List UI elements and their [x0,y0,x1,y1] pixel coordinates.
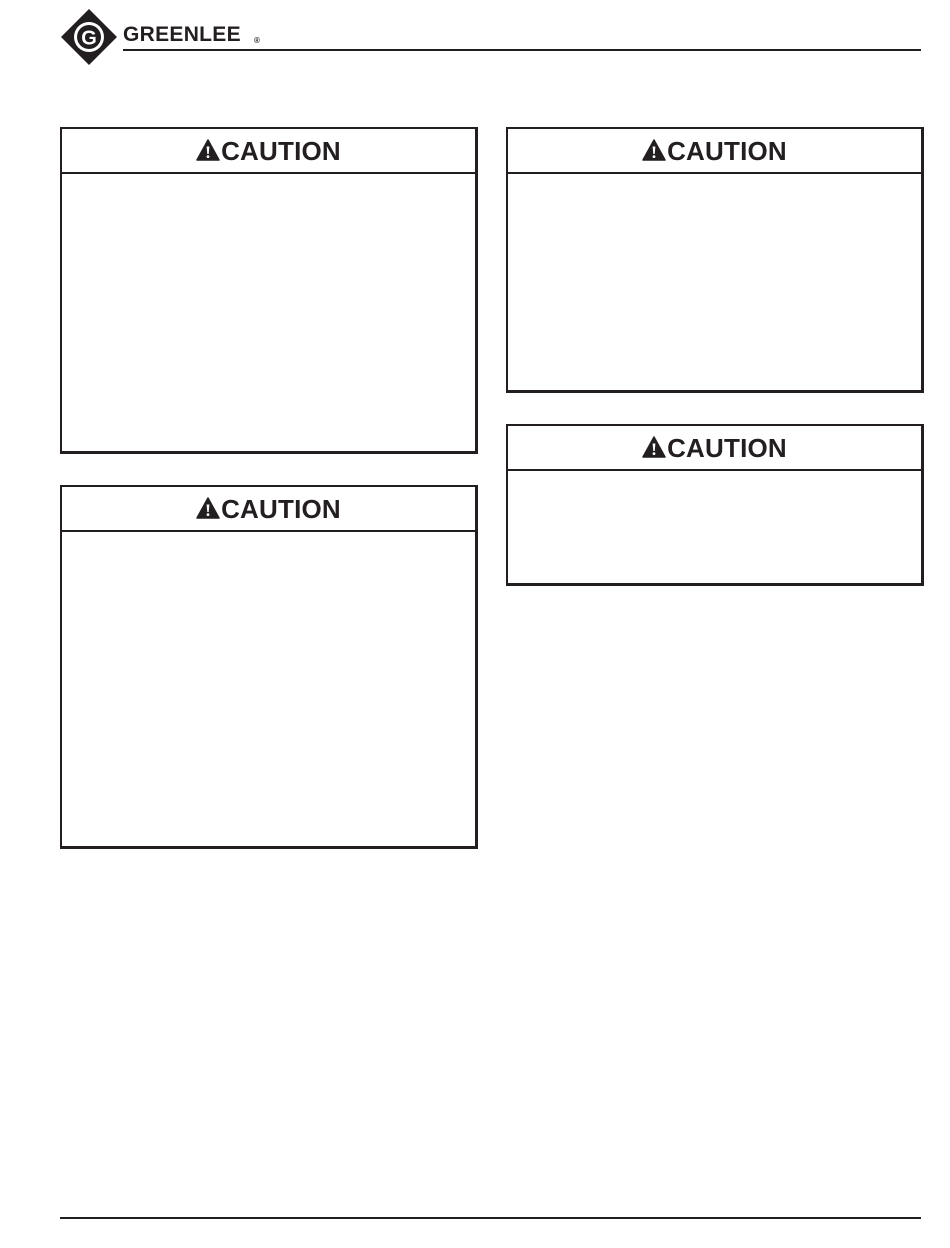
logo-letter: G [81,27,97,50]
warning-triangle-icon [642,139,666,161]
caution-header [62,129,475,174]
caution-title: CAUTION [221,493,341,524]
caution-title: CAUTION [221,135,341,166]
greenlee-logo-icon [60,8,118,66]
caution-title: CAUTION [667,135,787,166]
caution-box-2 [60,485,478,849]
caution-header [508,129,921,174]
footer-divider [60,1217,921,1219]
caution-header [62,487,475,532]
warning-triangle-icon [642,436,666,458]
caution-box-3 [506,127,924,393]
registered-mark: ® [254,36,260,45]
caution-box-1 [60,127,478,454]
brand-name: GREENLEE [123,23,241,46]
caution-title: CAUTION [667,432,787,463]
page-header [0,0,950,70]
caution-header [508,426,921,471]
header-divider [123,49,921,51]
caution-box-4 [506,424,924,586]
warning-triangle-icon [196,497,220,519]
warning-triangle-icon [196,139,220,161]
